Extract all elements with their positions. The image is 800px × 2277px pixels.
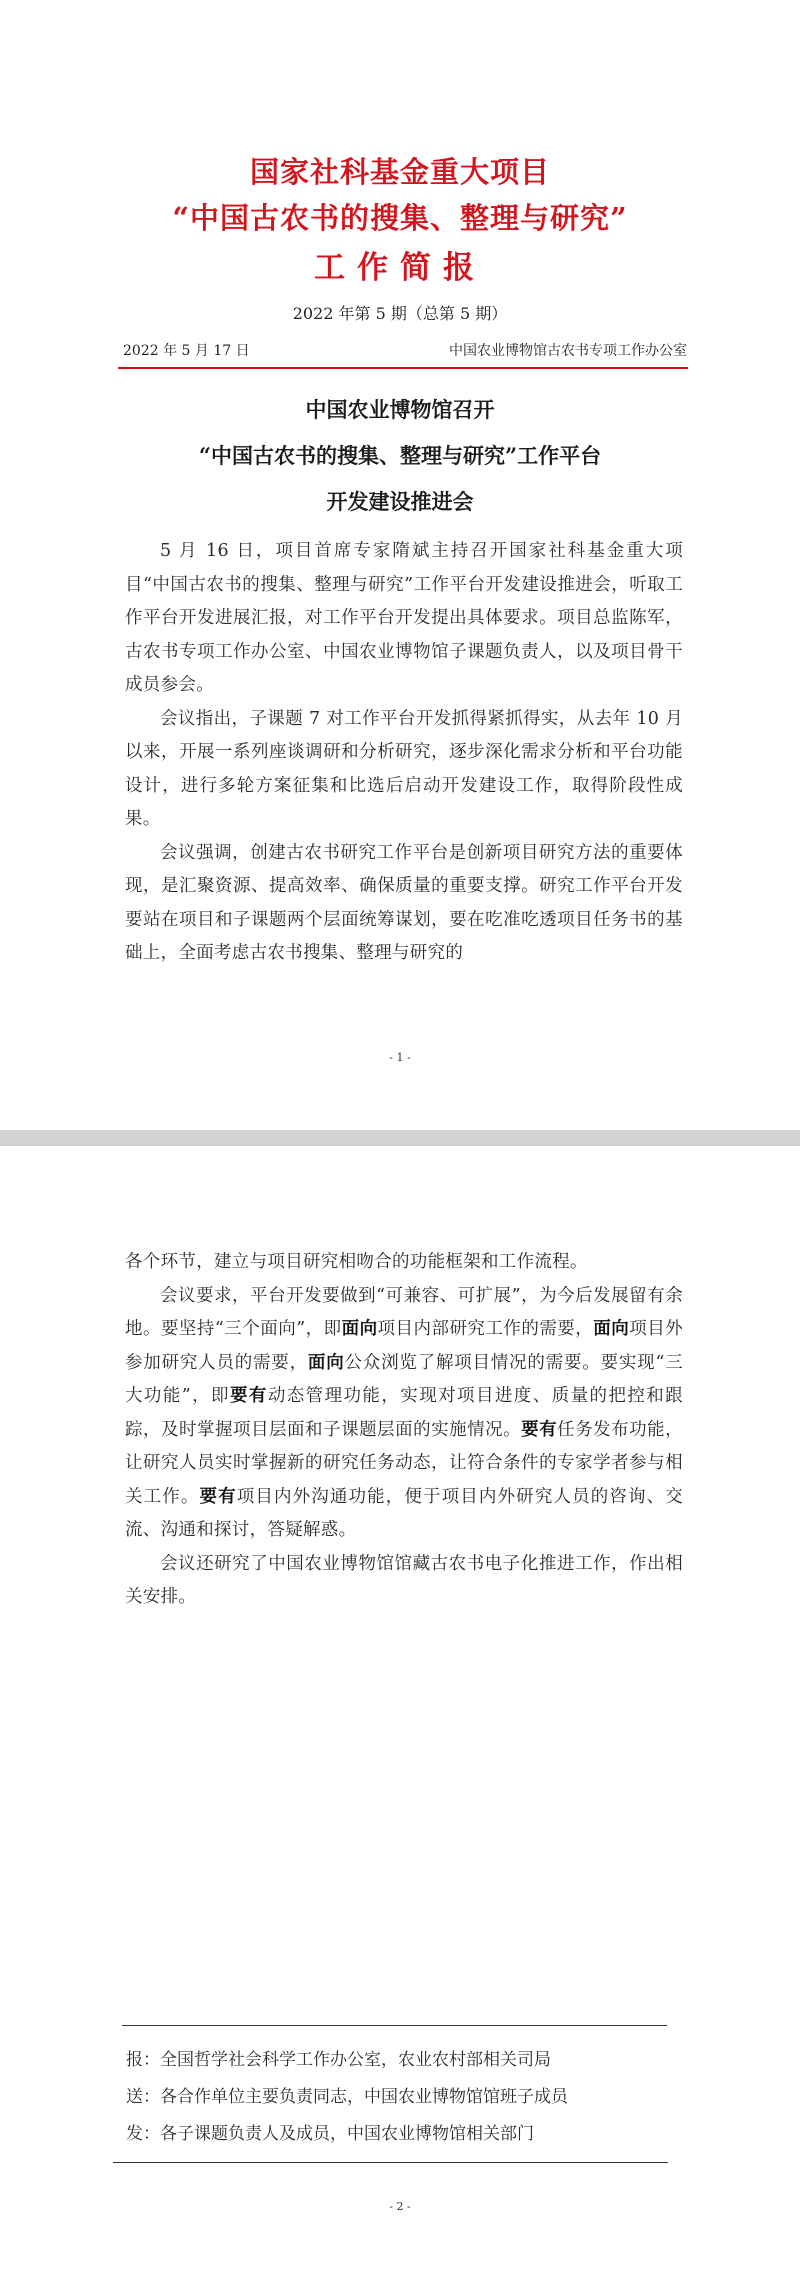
p4-text-6: 任务发布功能，让研究人员实时掌握新的研究任务动态，让符合条件的专家学者参与相关工作。 (125, 1419, 683, 1507)
p4-text-5: 动态管理功能，实现对项目进度、质量的把控和跟踪，及时掌握项目层面和子课题层面的实施情况。 (125, 1386, 683, 1440)
article-title-line1: 中国农业博物馆召开 (305, 397, 495, 422)
issue-label: 发： (126, 2124, 160, 2144)
p4-bold-1: 面向 (341, 1319, 378, 1339)
paragraph-4 (125, 1280, 683, 1548)
bulletin-date: 2022 年 5 月 17 日 (123, 343, 250, 359)
page-number-1: - 1 - (389, 1051, 411, 1064)
paragraph-5: 会议还研究了中国农业博物馆馆藏古农书电子化推进工作，作出相关安排。 (125, 1553, 683, 1607)
paragraph-2: 会议指出，子课题 7 对工作平台开发抓得紧抓得实，从去年 10 月以来，开展一系列座谈调研和分析研究，逐步深化需求分析和平台功能设计，进行多轮方案征集和比选后启动开发建设工作，取得阶段性成果。 (125, 708, 683, 829)
distribution-top-rule (122, 2025, 667, 2026)
p4-bold-2: 面向 (593, 1319, 630, 1339)
distribution-bottom-rule (113, 2162, 668, 2163)
bulletin-title-line1: 国家社科基金重大项目 (249, 155, 550, 189)
document-page-1 (0, 0, 800, 1130)
p4-text-4: 公众浏览了解项目情况的需要。要实现“三大功能”，即 (125, 1352, 684, 1406)
send-recipients: 各合作单位主要负责同志，中国农业博物馆馆班子成员 (160, 2087, 568, 2107)
p4-bold-3: 面向 (307, 1352, 345, 1373)
distribution-issue-row (126, 2116, 686, 2153)
paragraph-1: 5 月 16 日，项目首席专家隋斌主持召开国家社科基金重大项目“中国古农书的搜集、整理与研究”工作平台开发建设推进会，听取工作平台开发进展汇报，对工作平台开发提出具体要求。项目总监陈军，古农书专项工作办公室、中国农业博物馆子课题负责人，以及项目骨干成员参会。 (125, 541, 683, 695)
page-number-2: - 2 - (389, 2200, 411, 2213)
p4-text-2: 项目内部研究工作的需要， (377, 1319, 594, 1339)
distribution-list (126, 2042, 686, 2153)
article-title-line2: “中国古农书的搜集、整理与研究”工作平台 (198, 443, 602, 468)
bulletin-title-line3: 工作简报 (314, 250, 486, 286)
p4-text-3: 项目外参加研究人员的需要， (125, 1319, 683, 1373)
distribution-send-row (126, 2079, 686, 2116)
article-body-page2 (125, 1246, 683, 1615)
p4-text-7: 项目内外沟通功能，便于项目内外研究人员的咨询、交流、沟通和探讨，答疑解惑。 (125, 1486, 684, 1540)
article-body-page1 (125, 535, 683, 971)
header-red-divider (118, 367, 688, 369)
p4-bold-5: 要有 (521, 1419, 558, 1440)
issue-number: 2022 年第 5 期（总第 5 期） (292, 304, 508, 323)
p4-bold-6: 要有 (199, 1486, 237, 1507)
report-label: 报： (126, 2050, 160, 2070)
send-label: 送： (126, 2087, 160, 2107)
article-title-line3: 开发建设推进会 (326, 489, 474, 514)
bulletin-title-line2: “中国古农书的搜集、整理与研究” (172, 201, 628, 235)
paragraph-3: 会议强调，创建古农书研究工作平台是创新项目研究方法的重要体现，是汇聚资源、提高效率、确保质量的重要支撑。研究工作平台开发要站在项目和子课题两个层面统筹谋划，要在吃准吃透项目任务书的基础上，全面考虑古农书搜集、整理与研究的 (125, 842, 683, 963)
issuing-office: 中国农业博物馆古农书专项工作办公室 (449, 343, 687, 359)
paragraph-3-continued: 各个环节，建立与项目研究相吻合的功能框架和工作流程。 (125, 1252, 588, 1272)
report-recipients: 全国哲学社会科学工作办公室，农业农村部相关司局 (160, 2050, 551, 2070)
distribution-report-row (126, 2042, 686, 2079)
p4-text-1: 会议要求，平台开发要做到“可兼容、可扩展”，为今后发展留有余地。要坚持“三个面向”，即 (125, 1285, 683, 1339)
p4-bold-4: 要有 (229, 1386, 268, 1406)
issue-recipients: 各子课题负责人及成员，中国农业博物馆相关部门 (160, 2124, 534, 2144)
